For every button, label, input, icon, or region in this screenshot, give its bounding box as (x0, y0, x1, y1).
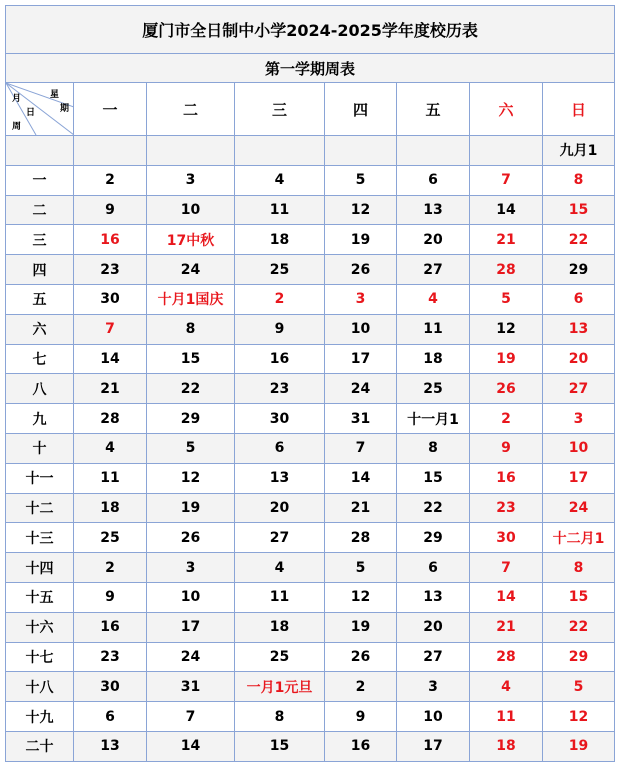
date-cell: 16 (74, 225, 147, 255)
date-cell: 3 (147, 553, 235, 583)
weekday-header-5: 五 (397, 83, 470, 136)
date-cell: 17 (325, 344, 397, 374)
date-cell: 11 (235, 582, 325, 612)
date-cell: 十二月1 (543, 523, 615, 553)
date-cell: 19 (325, 612, 397, 642)
school-calendar-table (5, 5, 615, 762)
weekday-header-6: 六 (470, 83, 543, 136)
date-cell: 18 (235, 612, 325, 642)
date-cell: 9 (74, 582, 147, 612)
date-cell: 30 (235, 404, 325, 434)
week-number-cell: 十四 (6, 553, 74, 583)
date-cell: 14 (325, 463, 397, 493)
date-cell (74, 136, 147, 166)
date-cell: 2 (74, 553, 147, 583)
date-cell: 7 (147, 702, 235, 732)
week-row (6, 314, 615, 344)
date-cell: 27 (235, 523, 325, 553)
date-cell: 22 (147, 374, 235, 404)
week-number-cell: 一 (6, 165, 74, 195)
date-cell: 24 (325, 374, 397, 404)
date-cell: 13 (397, 582, 470, 612)
corner-day-label: 日 (26, 108, 36, 118)
date-cell: 24 (147, 255, 235, 285)
date-cell: 15 (397, 463, 470, 493)
date-cell: 27 (543, 374, 615, 404)
date-cell: 十一月1 (397, 404, 470, 434)
date-cell: 25 (397, 374, 470, 404)
date-cell: 23 (470, 493, 543, 523)
date-cell: 12 (325, 195, 397, 225)
date-cell: 11 (470, 702, 543, 732)
date-cell: 29 (147, 404, 235, 434)
date-cell: 5 (325, 165, 397, 195)
date-cell: 24 (147, 642, 235, 672)
date-cell: 12 (543, 702, 615, 732)
week-row (6, 642, 615, 672)
date-cell: 11 (74, 463, 147, 493)
date-cell: 20 (397, 612, 470, 642)
date-cell: 3 (147, 165, 235, 195)
date-cell: 3 (543, 404, 615, 434)
date-cell: 29 (543, 642, 615, 672)
corner-month-label: 月 (12, 94, 22, 104)
date-cell: 8 (543, 553, 615, 583)
date-cell: 14 (147, 731, 235, 761)
date-cell: 21 (74, 374, 147, 404)
date-cell: 7 (470, 165, 543, 195)
week-number-cell: 十八 (6, 672, 74, 702)
week-number-cell: 七 (6, 344, 74, 374)
date-cell: 24 (543, 493, 615, 523)
date-cell: 26 (325, 255, 397, 285)
date-cell: 20 (397, 225, 470, 255)
date-cell: 17 (147, 612, 235, 642)
date-cell: 28 (470, 642, 543, 672)
date-cell: 18 (235, 225, 325, 255)
date-cell: 12 (325, 582, 397, 612)
date-cell (147, 136, 235, 166)
date-cell: 17中秋 (147, 225, 235, 255)
date-cell: 7 (325, 433, 397, 463)
date-cell: 16 (74, 612, 147, 642)
week-row (6, 136, 615, 166)
date-cell: 23 (74, 255, 147, 285)
date-cell: 22 (543, 612, 615, 642)
week-row (6, 195, 615, 225)
date-cell: 2 (325, 672, 397, 702)
week-row (6, 553, 615, 583)
date-cell: 20 (235, 493, 325, 523)
date-cell: 5 (325, 553, 397, 583)
date-cell: 25 (235, 642, 325, 672)
date-cell: 21 (470, 612, 543, 642)
week-row (6, 433, 615, 463)
date-cell: 11 (397, 314, 470, 344)
date-cell: 5 (470, 284, 543, 314)
weekday-header-1: 一 (74, 83, 147, 136)
corner-xing-label: 星 (50, 90, 60, 100)
date-cell: 4 (235, 165, 325, 195)
date-cell: 26 (147, 523, 235, 553)
date-cell: 十月1国庆 (147, 284, 235, 314)
date-cell: 5 (147, 433, 235, 463)
date-cell: 15 (147, 344, 235, 374)
date-cell: 9 (235, 314, 325, 344)
week-number-cell: 九 (6, 404, 74, 434)
calendar-subtitle: 第一学期周表 (6, 54, 615, 83)
date-cell: 17 (397, 731, 470, 761)
calendar-title: 厦门市全日制中小学2024-2025学年度校历表 (6, 6, 615, 54)
date-cell: 11 (235, 195, 325, 225)
date-cell: 4 (74, 433, 147, 463)
week-row (6, 284, 615, 314)
date-cell: 8 (235, 702, 325, 732)
date-cell: 12 (147, 463, 235, 493)
date-cell: 22 (543, 225, 615, 255)
date-cell: 15 (235, 731, 325, 761)
date-cell: 5 (543, 672, 615, 702)
date-cell: 25 (235, 255, 325, 285)
date-cell: 3 (325, 284, 397, 314)
date-cell: 27 (397, 255, 470, 285)
date-cell: 27 (397, 642, 470, 672)
week-number-cell: 三 (6, 225, 74, 255)
weekday-header-4: 四 (325, 83, 397, 136)
date-cell: 26 (470, 374, 543, 404)
date-cell: 20 (543, 344, 615, 374)
date-cell: 6 (397, 553, 470, 583)
date-cell: 31 (325, 404, 397, 434)
date-cell: 30 (74, 284, 147, 314)
week-row (6, 612, 615, 642)
week-row (6, 672, 615, 702)
date-cell: 2 (470, 404, 543, 434)
date-cell: 7 (74, 314, 147, 344)
weekday-header-3: 三 (235, 83, 325, 136)
date-cell: 28 (325, 523, 397, 553)
date-cell: 19 (543, 731, 615, 761)
week-number-cell: 八 (6, 374, 74, 404)
week-number-cell: 六 (6, 314, 74, 344)
week-number-cell: 二十 (6, 731, 74, 761)
date-cell (235, 136, 325, 166)
week-row (6, 463, 615, 493)
date-cell (470, 136, 543, 166)
week-row (6, 493, 615, 523)
date-cell: 一月1元旦 (235, 672, 325, 702)
date-cell: 19 (470, 344, 543, 374)
calendar-document (5, 5, 614, 762)
week-row (6, 225, 615, 255)
corner-qi-label: 期 (60, 104, 70, 114)
week-number-cell: 十五 (6, 582, 74, 612)
date-cell: 13 (74, 731, 147, 761)
date-cell: 25 (74, 523, 147, 553)
date-cell: 8 (147, 314, 235, 344)
date-cell: 30 (470, 523, 543, 553)
weekday-header-7: 日 (543, 83, 615, 136)
date-cell: 21 (325, 493, 397, 523)
date-cell: 4 (397, 284, 470, 314)
date-cell (397, 136, 470, 166)
week-row (6, 404, 615, 434)
date-cell: 6 (397, 165, 470, 195)
date-cell: 9 (470, 433, 543, 463)
week-number-cell: 十六 (6, 612, 74, 642)
date-cell: 8 (543, 165, 615, 195)
date-cell: 23 (235, 374, 325, 404)
date-cell: 29 (543, 255, 615, 285)
date-cell: 4 (235, 553, 325, 583)
date-cell: 10 (325, 314, 397, 344)
date-cell: 23 (74, 642, 147, 672)
date-cell: 29 (397, 523, 470, 553)
date-cell: 18 (470, 731, 543, 761)
date-cell: 19 (325, 225, 397, 255)
date-cell: 7 (470, 553, 543, 583)
week-number-cell: 十三 (6, 523, 74, 553)
week-number-cell: 十九 (6, 702, 74, 732)
date-cell: 10 (397, 702, 470, 732)
week-number-cell: 十七 (6, 642, 74, 672)
date-cell: 8 (397, 433, 470, 463)
date-cell: 10 (543, 433, 615, 463)
date-cell: 9 (74, 195, 147, 225)
week-number-cell (6, 136, 74, 166)
weekday-header-2: 二 (147, 83, 235, 136)
date-cell: 16 (470, 463, 543, 493)
date-cell: 18 (397, 344, 470, 374)
date-cell: 10 (147, 195, 235, 225)
week-number-cell: 十 (6, 433, 74, 463)
week-number-cell: 十一 (6, 463, 74, 493)
date-cell: 2 (235, 284, 325, 314)
date-cell: 15 (543, 195, 615, 225)
corner-week-label: 周 (12, 122, 22, 132)
date-cell: 26 (325, 642, 397, 672)
date-cell: 14 (74, 344, 147, 374)
date-cell: 13 (543, 314, 615, 344)
date-cell: 4 (470, 672, 543, 702)
week-row (6, 523, 615, 553)
date-cell: 6 (74, 702, 147, 732)
date-cell: 2 (74, 165, 147, 195)
date-cell (325, 136, 397, 166)
date-cell: 22 (397, 493, 470, 523)
week-number-cell: 四 (6, 255, 74, 285)
week-row (6, 702, 615, 732)
week-row (6, 374, 615, 404)
date-cell: 31 (147, 672, 235, 702)
date-cell: 6 (235, 433, 325, 463)
date-cell: 14 (470, 582, 543, 612)
date-cell: 18 (74, 493, 147, 523)
date-cell: 10 (147, 582, 235, 612)
date-cell: 13 (397, 195, 470, 225)
date-cell: 13 (235, 463, 325, 493)
date-cell: 九月1 (543, 136, 615, 166)
date-cell: 3 (397, 672, 470, 702)
date-cell: 6 (543, 284, 615, 314)
date-cell: 28 (470, 255, 543, 285)
date-cell: 21 (470, 225, 543, 255)
date-cell: 19 (147, 493, 235, 523)
week-number-cell: 五 (6, 284, 74, 314)
week-row (6, 582, 615, 612)
date-cell: 14 (470, 195, 543, 225)
week-number-cell: 十二 (6, 493, 74, 523)
week-row (6, 731, 615, 761)
week-number-cell: 二 (6, 195, 74, 225)
date-cell: 17 (543, 463, 615, 493)
date-cell: 12 (470, 314, 543, 344)
date-cell: 30 (74, 672, 147, 702)
date-cell: 16 (235, 344, 325, 374)
date-cell: 15 (543, 582, 615, 612)
date-cell: 16 (325, 731, 397, 761)
week-row (6, 255, 615, 285)
date-cell: 28 (74, 404, 147, 434)
date-cell: 9 (325, 702, 397, 732)
corner-header-cell (6, 83, 74, 136)
week-row (6, 165, 615, 195)
week-row (6, 344, 615, 374)
